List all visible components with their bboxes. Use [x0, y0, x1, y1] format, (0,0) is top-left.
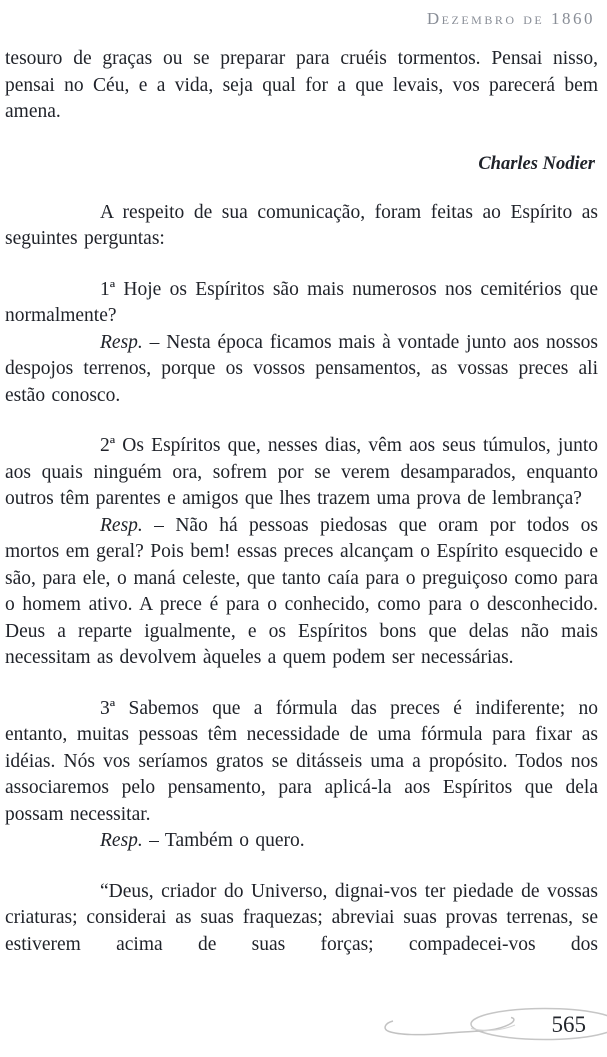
- answer-1-text: – Nesta época ficamos mais à vontade junto aos nossos despojos terrenos, porque os vossos pensamentos, as vossas preces ali estão conosco.: [5, 331, 598, 406]
- answer-3-resp-label: Resp.: [100, 830, 143, 851]
- answer-1: [5, 330, 598, 410]
- question-3: 3ª Sabemos que a fórmula das preces é indiferente; no entanto, muitas pessoas têm necessidade de uma fórmula para fixar as idéias. Nós vos seríamos gratos se ditásseis uma a propósito. Todos nos associaremos pelo pensamento, para aplicá-la aos Espíritos que dela possam necessitar.: [5, 697, 598, 825]
- paragraph-intro: A respeito de sua comunicação, foram feitas ao Espírito as seguintes perguntas:: [5, 201, 598, 249]
- answer-3: [5, 828, 598, 855]
- answer-3-text: – Também o quero.: [142, 830, 305, 851]
- page-number: 565: [551, 1012, 586, 1037]
- running-header: Dezembro de 1860: [426, 9, 595, 28]
- answer-2-text: – Não há pessoas piedosas que oram por todos os mortos em geral? Pois bem! essas preces alcançam o Espírito esquecido e são, para ele, o maná celeste, que tanto caía para o preguiçoso como para o homem ativo. A prece é para o conhecido, como para o desconhecido. Deus a reparte igualmente, e os Espíritos bons que delas não mais necessitam as devolvem àqueles a quem podem ser necessárias.: [5, 514, 598, 668]
- paragraph-continuation: tesouro de graças ou se preparar para cruéis tormentos. Pensai nisso, pensai no Céu, e a vida, seja qual for a que levais, vos parecerá bem amena.: [5, 48, 598, 122]
- author-signature: Charles Nodier: [478, 153, 595, 174]
- paragraph-prayer: “Deus, criador do Universo, dignai-vos ter piedade de vossas criaturas; considerai as suas fraquezas; abreviai suas provas terrenas, se estiverem acima de suas forças; compadecei-vos dos: [5, 880, 598, 955]
- answer-2: [5, 513, 598, 672]
- answer-1-resp-label: Resp.: [100, 331, 143, 353]
- answer-2-resp-label: Resp.: [100, 514, 143, 536]
- question-1: 1ª Hoje os Espíritos são mais numerosos nos cemitérios que normalmente?: [5, 278, 598, 326]
- page-footer: [377, 999, 607, 1047]
- question-2: 2ª Os Espíritos que, nesses dias, vêm aos seus túmulos, junto aos quais ninguém ora, sofrem por se verem desamparados, enquanto outros têm parentes e amigos que lhes trazem uma prova de lembrança?: [5, 435, 598, 509]
